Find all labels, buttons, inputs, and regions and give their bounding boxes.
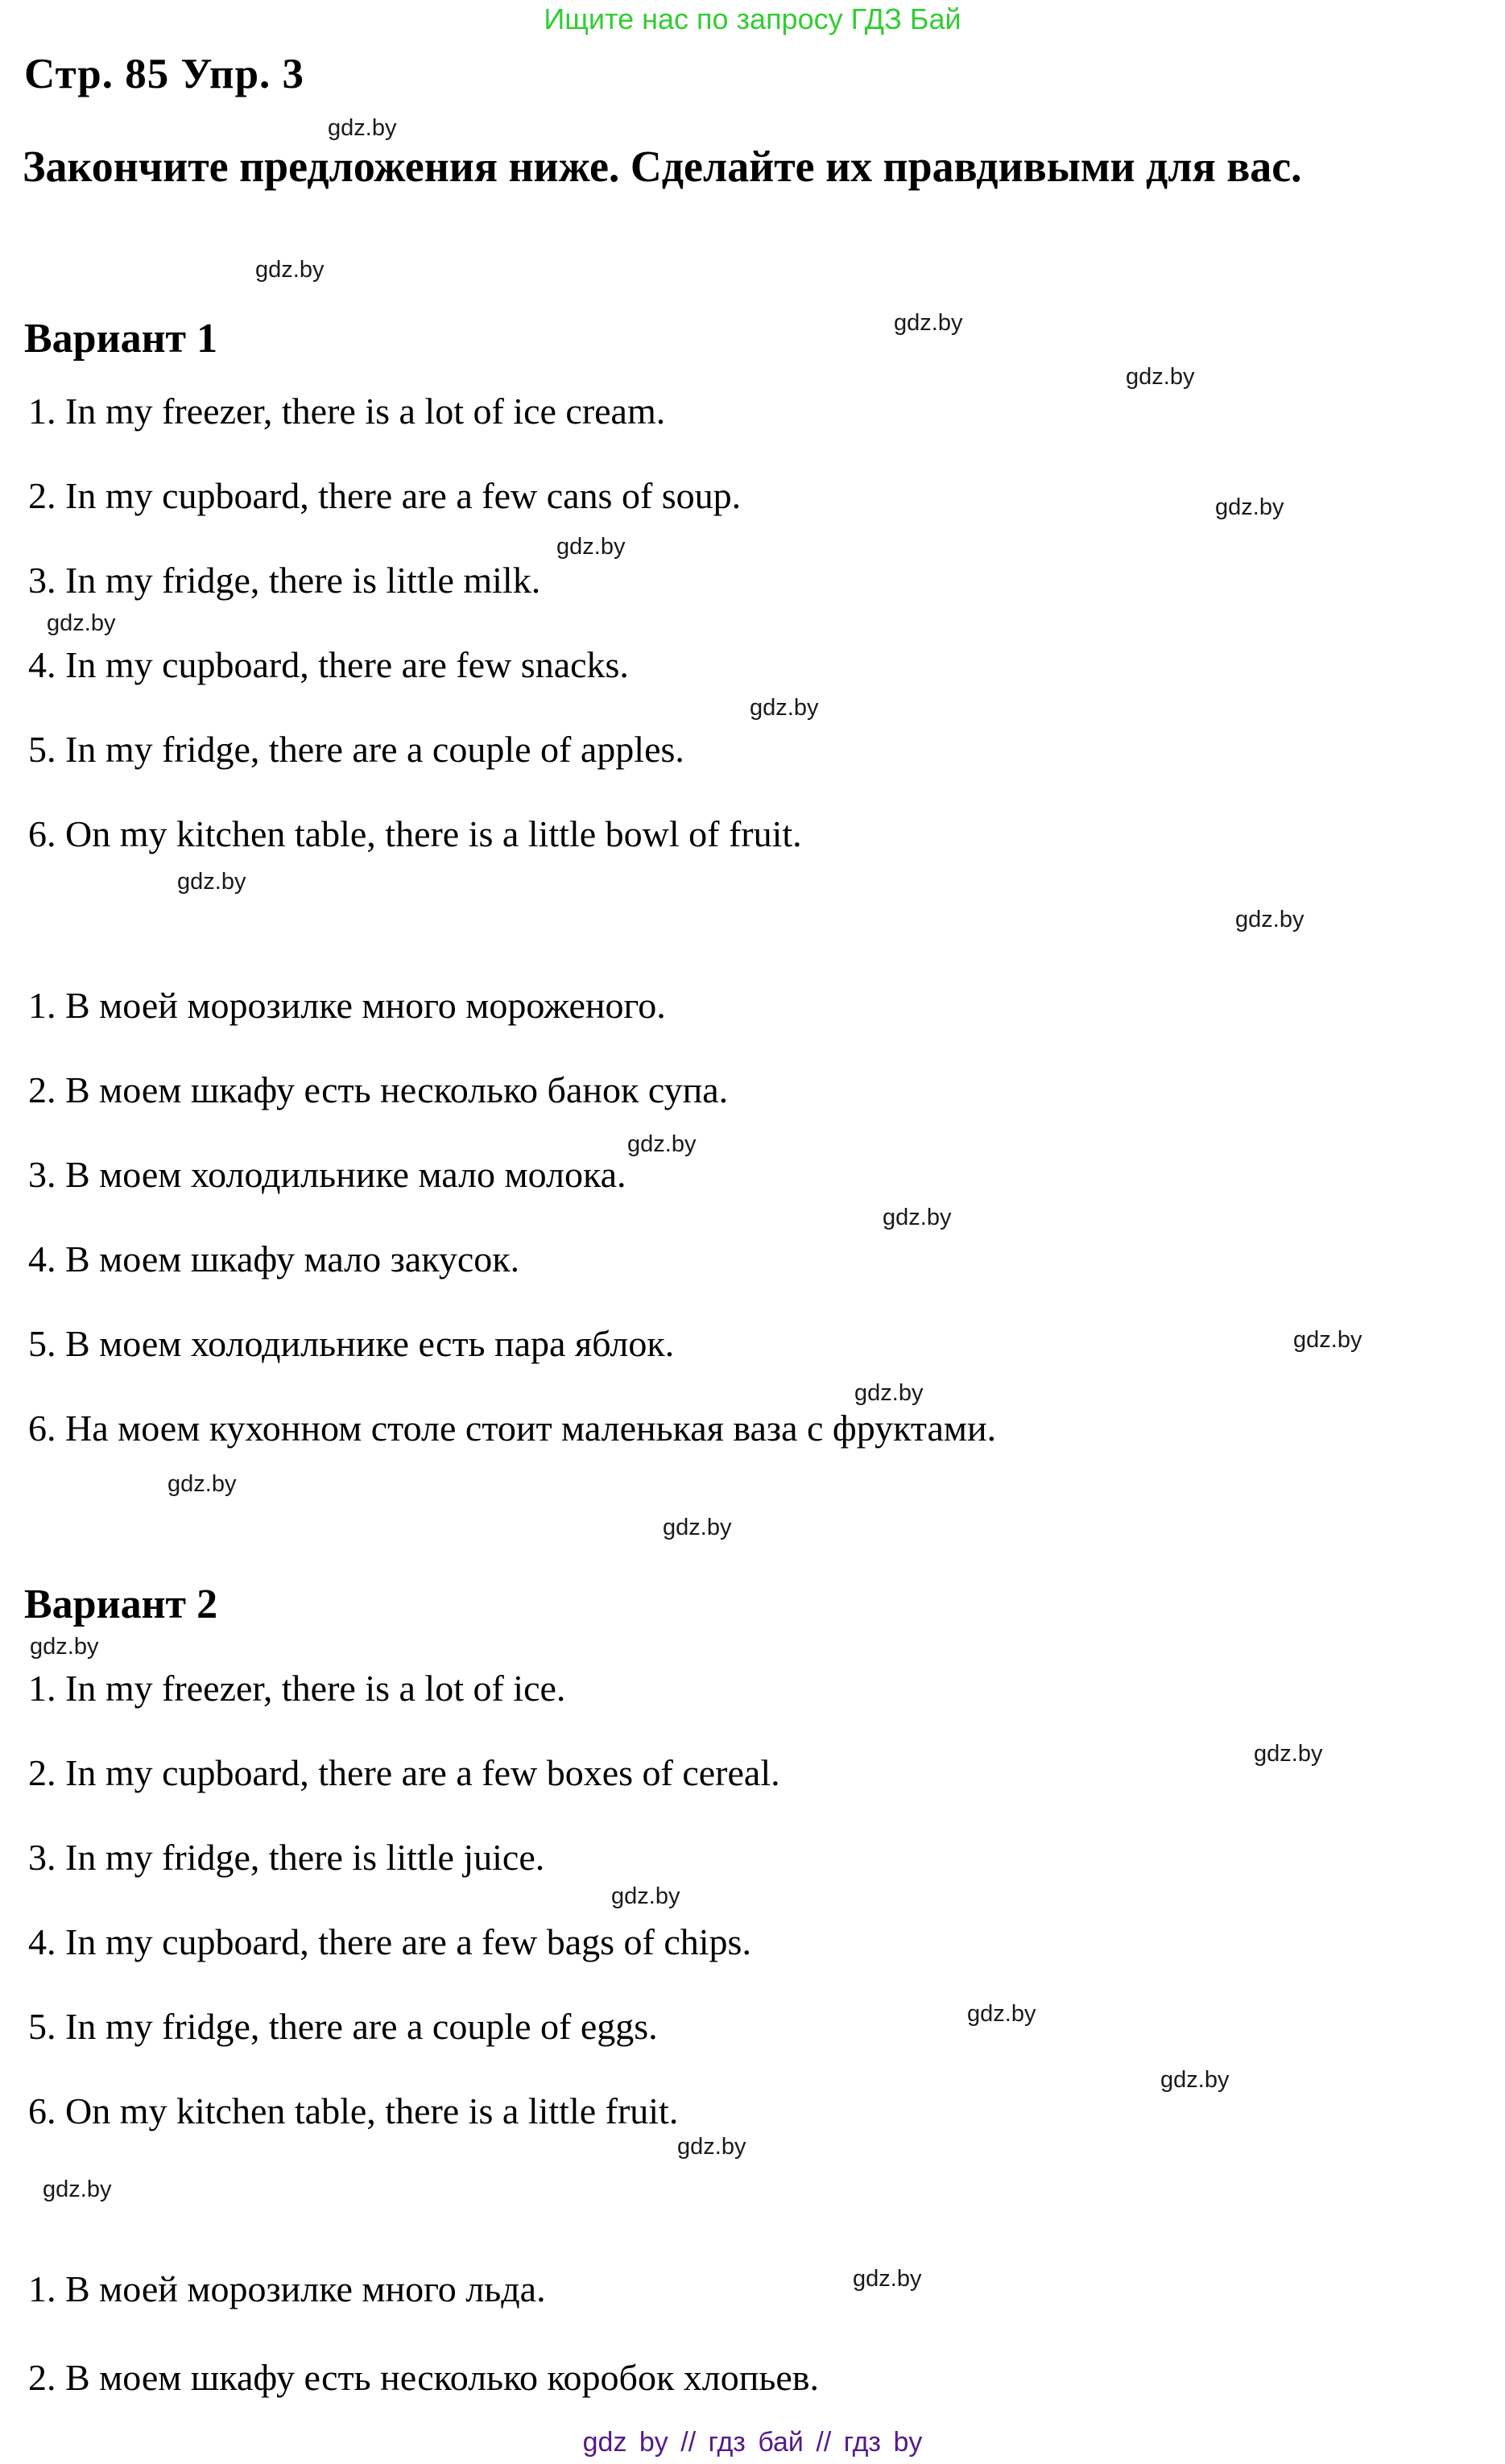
gdz-watermark: gdz.by (167, 1471, 237, 1497)
gdz-watermark: gdz.by (1160, 2067, 1230, 2093)
v1-russian-item-5: 5. В моем холодильнике есть пара яблок. (28, 1323, 675, 1364)
gdz-watermark: gdz.by (1293, 1327, 1362, 1353)
gdz-watermark: gdz.by (627, 1131, 697, 1157)
v2-english-item-4: 4. In my cupboard, there are a few bags of chips. (28, 1921, 751, 1962)
v2-english-item-3: 3. In my fridge, there is little juice. (28, 1837, 545, 1878)
variant1-heading: Вариант 1 (24, 316, 218, 362)
gdz-watermark: gdz.by (854, 1380, 924, 1406)
gdz-watermark: gdz.by (663, 1515, 732, 1540)
v1-english-item-2: 2. In my cupboard, there are a few cans of soup. (28, 475, 742, 516)
gdz-watermark: gdz.by (177, 869, 246, 895)
gdz-watermark: gdz.by (894, 310, 963, 336)
site-banner: Ищите нас по запросу ГДЗ Бай (544, 2, 961, 35)
variant2-heading: Вариант 2 (24, 1581, 218, 1627)
v1-english-item-1: 1. In my freezer, there is a lot of ice cream. (28, 391, 666, 432)
v1-russian-item-3: 3. В моем холодильнике мало молока. (28, 1154, 626, 1195)
gdz-watermark: gdz.by (967, 2001, 1036, 2027)
gdz-watermark: gdz.by (853, 2266, 922, 2292)
page-title: Стр. 85 Упр. 3 (24, 51, 305, 97)
v2-english-item-6: 6. On my kitchen table, there is a little fruit. (28, 2090, 679, 2131)
gdz-watermark: gdz.by (1235, 907, 1304, 932)
gdz-watermark: gdz.by (611, 1883, 680, 1909)
gdz-watermark: gdz.by (328, 115, 397, 141)
v1-english-item-5: 5. In my fridge, there are a couple of apples. (28, 729, 684, 770)
gdz-watermark: gdz.by (556, 534, 626, 560)
footer-watermark: gdz by // гдз бай // гдз by (582, 2427, 923, 2458)
task-instruction: Закончите предложения ниже. Сделайте их правдивыми для вас. (23, 142, 1302, 191)
gdz-watermark: gdz.by (883, 1205, 952, 1230)
v1-english-item-6: 6. On my kitchen table, there is a little bowl of fruit. (28, 813, 802, 854)
gdz-watermark: gdz.by (1254, 1741, 1323, 1767)
gdz-watermark: gdz.by (255, 257, 325, 283)
v2-russian-item-2: 2. В моем шкафу есть несколько коробок хлопьев. (28, 2357, 819, 2398)
gdz-watermark: gdz.by (47, 610, 116, 636)
gdz-watermark: gdz.by (43, 2177, 112, 2202)
gdz-watermark: gdz.by (1215, 494, 1284, 520)
v2-english-item-1: 1. In my freezer, there is a lot of ice. (28, 1668, 566, 1709)
gdz-watermark: gdz.by (750, 695, 819, 721)
v1-english-item-4: 4. In my cupboard, there are few snacks. (28, 644, 629, 685)
v2-russian-item-1: 1. В моей морозилке много льда. (28, 2268, 546, 2309)
v1-russian-item-6: 6. На моем кухонном столе стоит маленькая ваза с фруктами. (28, 1408, 997, 1449)
v1-english-item-3: 3. In my fridge, there is little milk. (28, 560, 541, 601)
gdz-watermark: gdz.by (1126, 364, 1195, 390)
v1-russian-item-1: 1. В моей морозилке много мороженого. (28, 985, 666, 1026)
gdz-watermark: gdz.by (30, 1634, 99, 1660)
v2-english-item-5: 5. In my fridge, there are a couple of eggs. (28, 2006, 658, 2047)
v1-russian-item-2: 2. В моем шкафу есть несколько банок супа. (28, 1069, 729, 1110)
v2-english-item-2: 2. In my cupboard, there are a few boxes of cereal. (28, 1752, 780, 1793)
gdz-watermark: gdz.by (677, 2134, 746, 2160)
v1-russian-item-4: 4. В моем шкафу мало закусок. (28, 1238, 520, 1280)
